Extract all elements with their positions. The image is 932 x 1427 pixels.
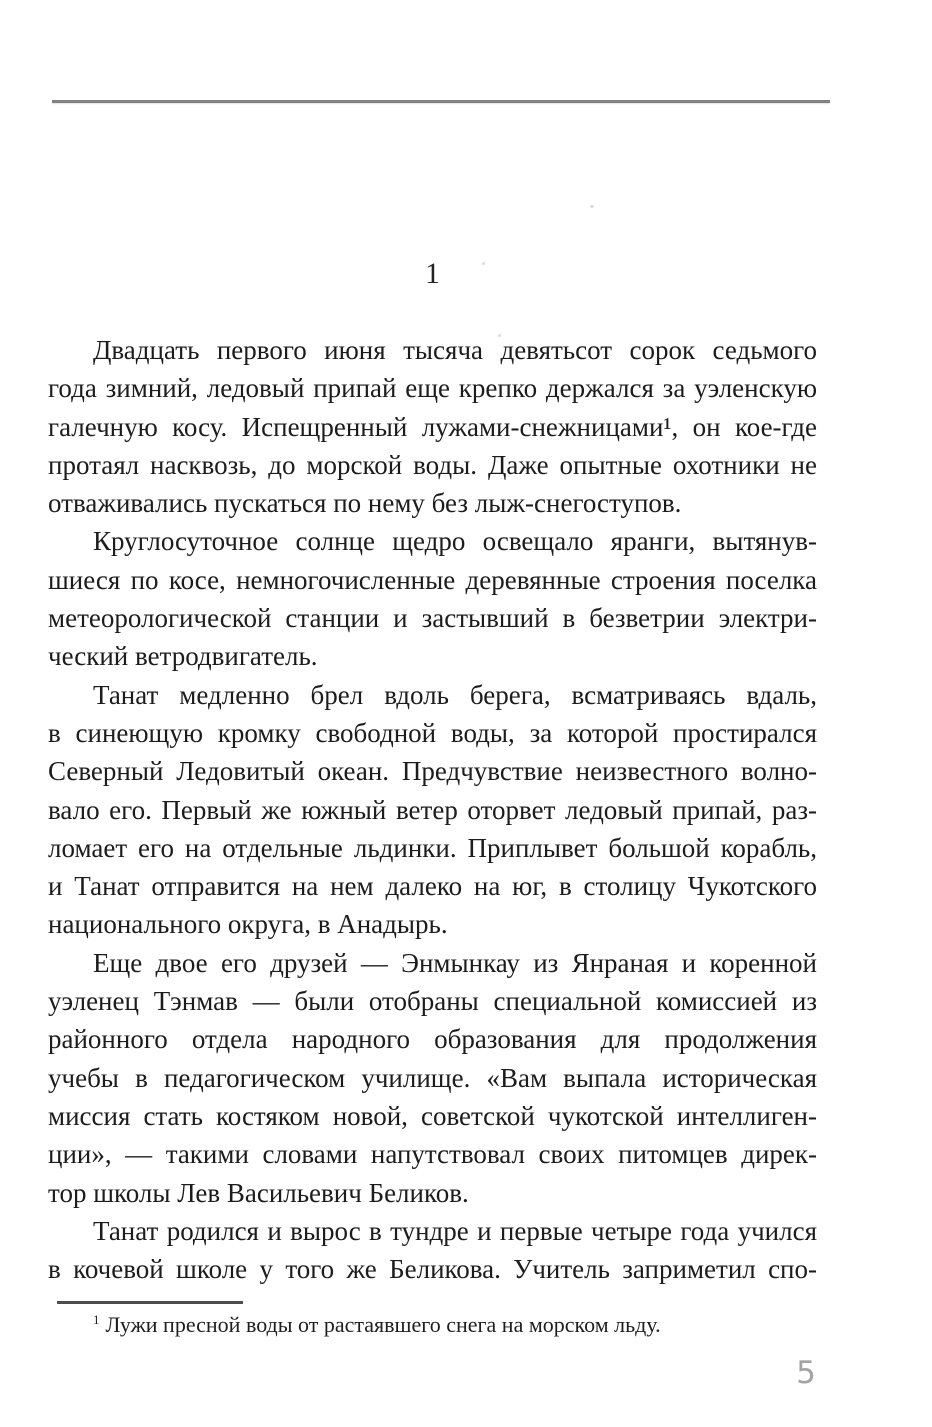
text-line: и Танат отправится на нем далеко на юг, в столицу Чукотского <box>48 871 817 902</box>
text-line: Двадцать первого июня тысяча девятьсот сорок седьмого <box>93 335 817 365</box>
text-line: в синеющую кромку свободной воды, за которой простирался <box>48 717 817 748</box>
scan-speck <box>590 205 594 208</box>
footnote-rule <box>57 1301 243 1304</box>
text-line: ческий ветродвигатель. <box>48 641 318 672</box>
text-line: шиеся по косе, немногочисленные деревянные строения поселка <box>48 564 817 595</box>
footnote <box>48 1310 817 1340</box>
text-line: национального округа, в Анадырь. <box>48 909 448 940</box>
text-line: ции», — такими словами напутствовал своих питомцев дирек- <box>48 1139 817 1170</box>
text-line: ломает его на отдельные льдинки. Приплывет большой корабль, <box>48 832 817 863</box>
footnote-text: Лужи пресной воды от растаявшего снега на морском льду. <box>105 1312 661 1337</box>
text-line: Северный Ледовитый океан. Предчувствие неизвестного волно- <box>48 756 817 787</box>
text-line: в кочевой школе у того же Беликова. Учитель заприметил спо- <box>48 1254 817 1285</box>
text-line: метеорологической станции и застывший в безветрии электри- <box>48 603 817 634</box>
text-line: протаял насквозь, до морской воды. Даже опытные охотники не <box>48 449 817 480</box>
text-line: года зимний, ледовый припай еще крепко держался за уэленскую <box>48 373 817 404</box>
chapter-number: 1 <box>425 257 440 290</box>
text-line: вало его. Первый же южный ветер оторвет ледовый припай, раз- <box>48 794 817 825</box>
text-line: уэленец Тэнмав — были отобраны специальной комиссией из <box>48 986 817 1017</box>
text-line: тор школы Лев Васильевич Беликов. <box>48 1177 469 1208</box>
text-line: галечную косу. Испещренный лужами-снежницами¹, он кое-где <box>48 411 817 442</box>
text-line: Круглосуточное солнце щедро освещало яранги, вытянув- <box>93 526 817 557</box>
text-line: Еще двое его друзей — Энмынкау из Янраная и коренной <box>93 947 817 978</box>
text-line: учебы в педагогическом училище. «Вам выпала историческая <box>48 1062 817 1093</box>
text-line: отваживались пускаться по нему без лыж-снегоступов. <box>48 488 682 519</box>
text-line: Танат родился и вырос в тундре и первые четыре года учился <box>93 1215 817 1246</box>
page-number: 5 <box>796 1355 816 1391</box>
text-line: районного отдела народного образования для продолжения <box>48 1024 817 1055</box>
text-line: Танат медленно брел вдоль берега, всматриваясь вдаль, <box>93 679 817 710</box>
text-line: миссия стать костяком новой, советской чукотской интеллиген- <box>48 1100 817 1131</box>
body-text <box>48 331 817 1288</box>
header-rule <box>52 100 830 103</box>
footnote-marker: 1 <box>93 1311 100 1327</box>
